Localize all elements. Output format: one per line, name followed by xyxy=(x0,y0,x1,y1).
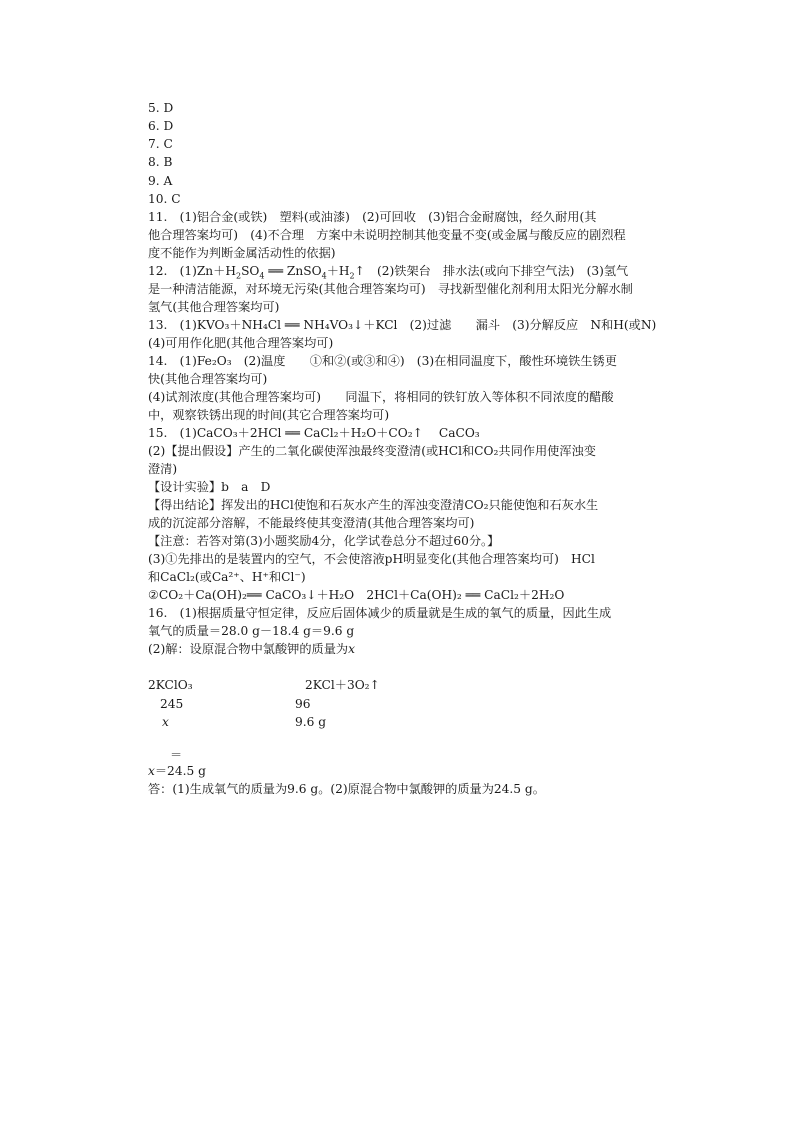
item-number: 10. xyxy=(148,192,168,206)
mc-item-6 xyxy=(148,117,173,135)
variable-x: x xyxy=(148,764,155,778)
q13-line-2: (4)可用作化肥(其他合理答案均可) xyxy=(148,336,334,350)
proportion-equals: ＝ xyxy=(170,748,183,762)
item-number: 6. xyxy=(148,119,160,133)
q12-text: 12. (1)Zn＋H xyxy=(148,264,236,278)
q12-text: ══ ZnSO xyxy=(264,264,322,278)
final-answer: 答：(1)生成氧气的质量为9.6 g。(2)原混合物中氯酸钾的质量为24.5 g。 xyxy=(148,782,545,796)
molar-mass-o2: 96 xyxy=(295,697,311,711)
q16-line-1: 16. (1)根据质量守恒定律，反应后固体减少的质量就是生成的氧气的质量，因此生成 xyxy=(148,606,612,620)
q15-line-7: 【注意：若答对第(3)小题奖励4分，化学试卷总分不超过60分。】 xyxy=(148,534,500,548)
unknown-x: x xyxy=(162,715,169,729)
q11-line-3: 度不能作为判断金属活动性的依据) xyxy=(148,246,336,260)
q15-line-6: 成的沉淀部分溶解，不能最终使其变澄清(其他合理答案均可) xyxy=(148,516,475,530)
result-value: ＝24.5 g xyxy=(154,764,206,778)
item-number: 8. xyxy=(148,155,160,169)
mc-item-5 xyxy=(148,99,173,117)
q15-line-3: 澄清) xyxy=(148,462,178,476)
mc-item-10 xyxy=(148,190,181,208)
item-answer: D xyxy=(163,119,174,133)
item-answer: B xyxy=(163,155,173,169)
q12-text: ↑ (2)铁架台 排水法(或向下排空气法) (3)氢气 xyxy=(354,264,629,278)
result-line xyxy=(148,762,206,780)
oxygen-mass: 9.6 g xyxy=(295,715,327,729)
q12-line-2: 是一种清洁能源，对环境无污染(其他合理答案均可) 寻找新型催化剂利用太阳光分解水制 xyxy=(148,282,633,296)
item-answer: D xyxy=(163,101,174,115)
q14-line-3: (4)试剂浓度(其他合理答案均可) 同温下，将相同的铁钉放入等体积不同浓度的醋酸 xyxy=(148,390,614,404)
q14-line-1: 14. (1)Fe₂O₃ (2)温度 ①和②(或③和④) (3)在相同温度下，酸性环境铁生锈更 xyxy=(148,354,617,368)
mc-item-7 xyxy=(148,135,173,153)
item-number: 7. xyxy=(148,137,160,151)
q14-line-4: 中，观察铁锈出现的时间(其它合理答案均可) xyxy=(148,408,390,422)
q12-line-3: 氢气(其他合理答案均可) xyxy=(148,300,280,314)
item-answer: C xyxy=(171,192,181,206)
q15-line-9: 和CaCl₂(或Ca²⁺、H⁺和Cl⁻) xyxy=(148,570,306,584)
reaction-left: 2KClO₃ xyxy=(148,678,193,692)
q15-line-5: 【得出结论】挥发出的HCl使饱和石灰水产生的浑浊变澄清CO₂只能使饱和石灰水生 xyxy=(148,498,599,512)
q16-text: (2)解：设原混合物中氯酸钾的质量为 xyxy=(148,642,349,656)
variable-x: x xyxy=(348,642,355,656)
q15-line-1: 15. (1)CaCO₃＋2HCl ══ CaCl₂＋H₂O＋CO₂↑ CaCO₃ xyxy=(148,426,480,440)
item-number: 9. xyxy=(148,174,160,188)
q15-line-8: (3)①先排出的是装置内的空气，不会使溶液pH明显变化(其他合理答案均可) HCl xyxy=(148,552,595,566)
q14-line-2: 快(其他合理答案均可) xyxy=(148,372,268,386)
q12-text: ＋H xyxy=(326,264,350,278)
q15-line-4: 【设计实验】b a D xyxy=(148,480,271,494)
q15-line-2: (2)【提出假设】产生的二氧化碳使浑浊最终变澄清(或HCl和CO₂共同作用使浑浊变 xyxy=(148,444,596,458)
mc-item-8 xyxy=(148,153,172,171)
q12-text: SO xyxy=(241,264,260,278)
q11-line-2: 他合理答案均可) (4)不合理 方案中未说明控制其他变量不变(或金属与酸反应的剧烈程 xyxy=(148,228,626,242)
molar-mass-kclo3: 245 xyxy=(160,697,184,711)
q16-line-2: 氧气的质量＝28.0 g－18.4 g＝9.6 g xyxy=(148,624,355,638)
q16-line-3 xyxy=(148,640,355,658)
q15-line-10: ②CO₂＋Ca(OH)₂══ CaCO₃↓＋H₂O 2HCl＋Ca(OH)₂ ══ CaCl₂＋2H₂O xyxy=(148,588,565,602)
q11-line-1: 11. (1)铝合金(或铁) 塑料(或油漆) (2)可回收 (3)铝合金耐腐蚀，经久耐用(其 xyxy=(148,210,597,224)
q13-line-1: 13. (1)KVO₃＋NH₄Cl ══ NH₄VO₃↓＋KCl (2)过滤 漏斗 (3)分解反应 N和H(或N) xyxy=(148,318,657,332)
item-number: 5. xyxy=(148,101,160,115)
q12-line-1: 12. $(1)Zn+H_2SO_4$ ══ $ZnSO_4+H_2↑$ (2)铁架台 排水法(或向下排空气法) (3)氢气 xyxy=(148,264,629,281)
reaction-right: 2KCl＋3O₂↑ xyxy=(305,678,380,692)
mc-item-9 xyxy=(148,172,172,190)
item-answer: A xyxy=(163,174,173,188)
item-answer: C xyxy=(163,137,173,151)
